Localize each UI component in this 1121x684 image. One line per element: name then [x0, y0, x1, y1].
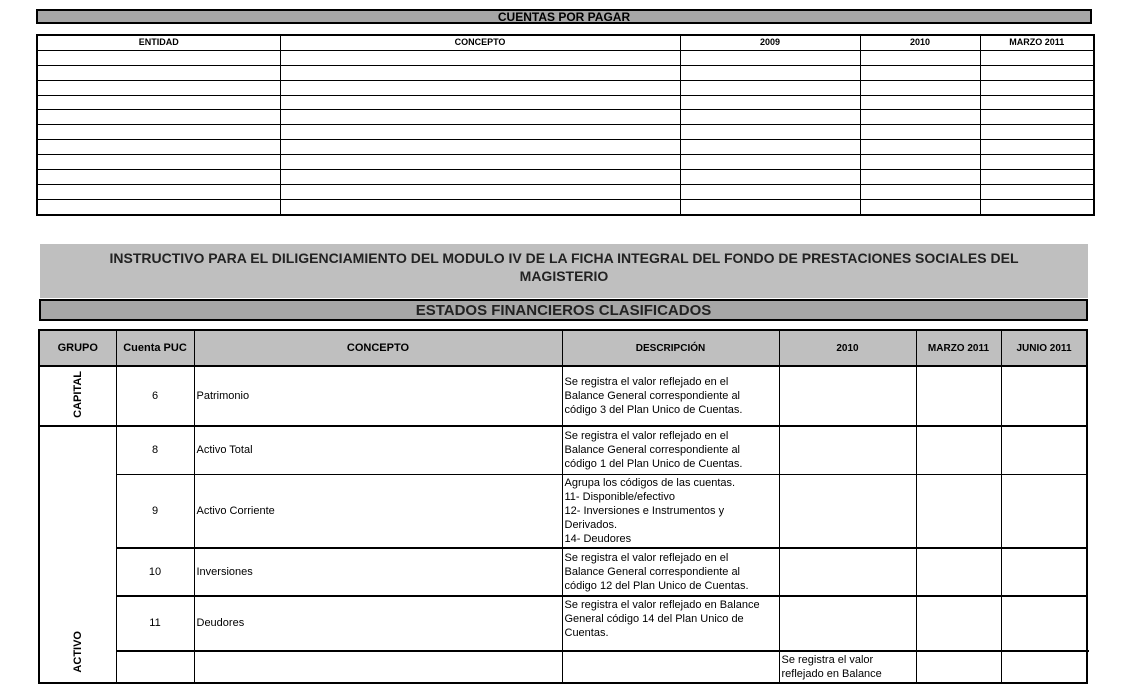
descripcion-cell [562, 474, 779, 548]
table-row [37, 199, 1094, 214]
header-entidad: ENTIDAD [37, 35, 280, 50]
header-junio-2011: JUNIO 2011 [1001, 330, 1087, 366]
empty-cell[interactable] [280, 95, 680, 110]
value-marzo-cell[interactable] [916, 548, 1001, 596]
desc-line: 11- Disponible/efectivo [564, 490, 675, 503]
table-row [37, 140, 1094, 155]
empty-cell[interactable] [860, 155, 980, 170]
estados-financieros-table [38, 329, 1088, 684]
instructivo-title-line1: INSTRUCTIVO PARA EL DILIGENCIAMIENTO DEL MODULO IV DE LA FICHA INTEGRAL DEL FONDO DE PRESTACIONES SOCIALES DEL [109, 250, 1019, 266]
empty-cell[interactable] [680, 155, 860, 170]
empty-cell[interactable] [680, 95, 860, 110]
header-2010: 2010 [860, 35, 980, 50]
desc-line: Se registra el valor reflejado en el [564, 376, 729, 388]
desc-line: Se registra el valor reflejado en Balance [564, 598, 760, 611]
empty-cell[interactable] [680, 125, 860, 140]
empty-cell[interactable] [37, 50, 280, 65]
table-row [39, 548, 1087, 596]
cuenta-cell: 8 [116, 426, 194, 474]
empty-cell[interactable] [37, 155, 280, 170]
concepto-cell: Inversiones [194, 548, 562, 596]
group-activo-label: ACTIVO [71, 630, 84, 673]
empty-cell[interactable] [680, 140, 860, 155]
concepto-cell: Deudores [194, 596, 562, 651]
descripcion-cell [779, 651, 916, 683]
value-junio-cell[interactable] [1001, 474, 1087, 548]
empty-cell[interactable] [37, 80, 280, 95]
table-row [37, 50, 1094, 65]
value-junio-cell[interactable] [1001, 596, 1087, 651]
empty-cell[interactable] [980, 199, 1094, 214]
empty-cell[interactable] [680, 170, 860, 185]
desc-line: Se registra el valor reflejado en el [564, 551, 729, 564]
desc-line: 14- Deudores [564, 532, 632, 545]
table-row [37, 125, 1094, 140]
header-cuenta-puc: Cuenta PUC [116, 330, 194, 366]
empty-cell[interactable] [980, 50, 1094, 65]
empty-cell[interactable] [680, 199, 860, 214]
descripcion-cell [562, 596, 779, 651]
value-junio-cell[interactable] [1001, 426, 1087, 474]
instructivo-title-line2: MAGISTERIO [519, 268, 609, 284]
value-2010-cell[interactable] [779, 366, 916, 426]
value-junio-cell[interactable] [1001, 366, 1087, 426]
empty-cell[interactable] [280, 140, 680, 155]
empty-cell[interactable] [37, 125, 280, 140]
cuenta-cell: 6 [116, 366, 194, 426]
desc-line: Agrupa los códigos de las cuentas. [564, 476, 736, 489]
empty-cell[interactable] [37, 65, 280, 80]
value-2010-cell[interactable] [779, 474, 916, 548]
value-2010-cell[interactable] [779, 596, 916, 651]
empty-cell[interactable] [37, 184, 280, 199]
table-row [37, 80, 1094, 95]
empty-cell[interactable] [680, 184, 860, 199]
value-2010-cell[interactable] [779, 548, 916, 596]
cuenta-cell: 9 [116, 474, 194, 548]
header-2010: 2010 [779, 330, 916, 366]
table-row [37, 184, 1094, 199]
value-marzo-cell[interactable] [916, 366, 1001, 426]
value-marzo-cell[interactable] [916, 474, 1001, 548]
table-row [37, 95, 1094, 110]
empty-cell[interactable] [280, 65, 680, 80]
group-capital-label: CAPITAL [71, 371, 84, 418]
descripcion-cell [562, 548, 779, 596]
descripcion-cell [562, 426, 779, 474]
desc-line: 12- Inversiones e Instrumentos y [564, 504, 725, 517]
empty-cell[interactable] [280, 50, 680, 65]
empty-cell[interactable] [980, 140, 1094, 155]
empty-cell[interactable] [860, 184, 980, 199]
empty-cell[interactable] [37, 170, 280, 185]
empty-cell[interactable] [280, 155, 680, 170]
value-junio-cell[interactable] [1001, 548, 1087, 596]
empty-cell[interactable] [860, 170, 980, 185]
instructivo-title [40, 244, 1088, 298]
value-marzo-cell[interactable] [1001, 651, 1087, 683]
header-marzo-2011: MARZO 2011 [980, 35, 1094, 50]
group-activo [39, 426, 116, 683]
table-header-row [37, 35, 1094, 50]
empty-cell[interactable] [280, 170, 680, 185]
empty-cell[interactable] [980, 125, 1094, 140]
empty-cell[interactable] [860, 140, 980, 155]
table-row [39, 366, 1087, 426]
value-marzo-cell[interactable] [916, 596, 1001, 651]
value-2010-cell[interactable] [916, 651, 1001, 683]
empty-cell[interactable] [680, 50, 860, 65]
empty-cell[interactable] [280, 110, 680, 125]
empty-cell[interactable] [860, 80, 980, 95]
desc-line: Se registra el valor reflejado en Balance [781, 653, 882, 680]
empty-cell[interactable] [860, 199, 980, 214]
empty-cell[interactable] [980, 95, 1094, 110]
empty-cell[interactable] [680, 65, 860, 80]
desc-line: Balance General correspondiente al [564, 444, 741, 457]
descripcion-cell [562, 366, 779, 426]
group-capital [39, 366, 116, 426]
concepto-cell: Activo Total [194, 426, 562, 474]
concepto-cell [562, 651, 779, 683]
table-row [37, 155, 1094, 170]
empty-cell[interactable] [860, 50, 980, 65]
empty-cell[interactable] [980, 155, 1094, 170]
cuenta-cell: 11 [116, 596, 194, 651]
desc-line: código 1 del Plan Unico de Cuentas. [564, 458, 743, 471]
empty-cell[interactable] [860, 95, 980, 110]
empty-cell[interactable] [280, 199, 680, 214]
desc-line: Derivados. [564, 518, 618, 531]
header-concepto: CONCEPTO [280, 35, 680, 50]
estados-financieros-title: ESTADOS FINANCIEROS CLASIFICADOS [39, 299, 1088, 321]
value-2010-cell[interactable] [779, 426, 916, 474]
desc-line: Balance General correspondiente al [564, 565, 741, 578]
concepto-cell: Patrimonio [194, 366, 562, 426]
empty-cell[interactable] [860, 110, 980, 125]
empty-cell[interactable] [860, 65, 980, 80]
empty-cell[interactable] [280, 80, 680, 95]
table-row [39, 651, 1087, 683]
empty-cell[interactable] [860, 125, 980, 140]
desc-line: Se registra el valor reflejado en el [564, 430, 729, 443]
cuentas-por-pagar-table [36, 34, 1095, 216]
table-row [37, 110, 1094, 125]
empty-cell[interactable] [37, 199, 280, 214]
desc-line: código 12 del Plan Unico de Cuentas. [564, 579, 749, 592]
concepto-cell: Activo Corriente [194, 474, 562, 548]
table-row [37, 170, 1094, 185]
table-row [39, 426, 1087, 474]
header-descripcion: DESCRIPCIÓN [562, 330, 779, 366]
header-concepto: CONCEPTO [194, 330, 562, 366]
group-cell [116, 651, 194, 683]
empty-cell[interactable] [980, 65, 1094, 80]
header-grupo: GRUPO [39, 330, 116, 366]
cuenta-cell [194, 651, 562, 683]
empty-cell[interactable] [280, 125, 680, 140]
empty-cell[interactable] [680, 110, 860, 125]
cuenta-cell: 10 [116, 548, 194, 596]
empty-cell[interactable] [37, 95, 280, 110]
desc-line: código 3 del Plan Unico de Cuentas. [564, 404, 743, 416]
empty-cell[interactable] [980, 170, 1094, 185]
table-row [39, 596, 1087, 651]
empty-cell[interactable] [980, 184, 1094, 199]
empty-cell[interactable] [37, 110, 280, 125]
header-marzo-2011: MARZO 2011 [916, 330, 1001, 366]
empty-cell[interactable] [980, 110, 1094, 125]
empty-cell[interactable] [980, 80, 1094, 95]
table-row [37, 65, 1094, 80]
empty-cell[interactable] [37, 140, 280, 155]
empty-cell[interactable] [280, 184, 680, 199]
table-row [39, 474, 1087, 548]
table-header-row [39, 330, 1087, 366]
header-2009: 2009 [680, 35, 860, 50]
desc-line: Balance General correspondiente al [564, 390, 741, 402]
value-marzo-cell[interactable] [916, 426, 1001, 474]
empty-cell[interactable] [680, 80, 860, 95]
cuentas-por-pagar-title: CUENTAS POR PAGAR [36, 9, 1092, 24]
desc-line: Cuentas. [564, 626, 609, 639]
desc-line: General código 14 del Plan Unico de [564, 612, 744, 625]
